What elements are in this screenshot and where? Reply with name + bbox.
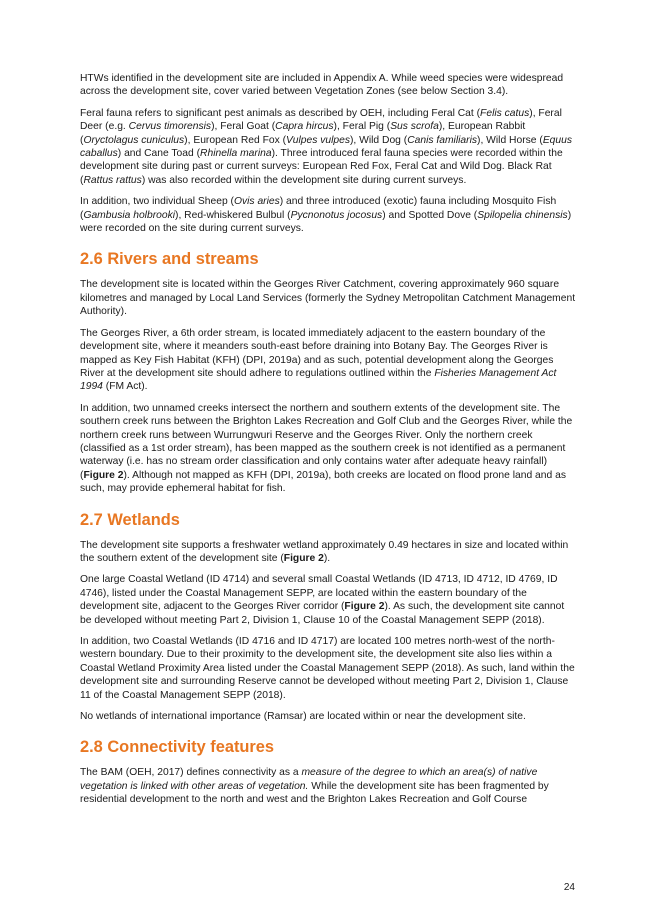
text-run: ), Feral Pig ( [333, 121, 391, 133]
text-run: ), European Rabbit ( [80, 121, 526, 146]
section-heading-connectivity: 2.8 Connectivity features [80, 738, 275, 757]
text-run: ), Feral Goat ( [211, 121, 276, 133]
italic-text: Ovis aries [233, 196, 280, 208]
paragraph [80, 766, 576, 806]
text-run: The BAM (OEH, 2017) defines connectivity as a [80, 767, 302, 779]
page-number: 24 [563, 882, 575, 893]
text-run: ) was also recorded within the development site during current surveys. [141, 174, 467, 186]
text-run: ). As such, the development site cannot be developed without meeting Part 2, Division 1, Clause 10 of the Coastal Management SEPP (2018). [80, 601, 565, 626]
italic-text: Rattus rattus [83, 174, 142, 186]
text-run: ), Feral Deer (e.g. [80, 107, 562, 133]
italic-text: Oryctolagus cuniculus [83, 134, 185, 146]
text-run: ) and Cane Toad ( [117, 148, 201, 160]
text-run: In addition, two individual Sheep ( [80, 196, 234, 208]
italic-text: Spilopelia chinensis [477, 209, 568, 221]
paragraph [80, 327, 576, 394]
text-run: One large Coastal Wetland (ID 4714) and several small Coastal Wetlands (ID 4713, ID 4712, ID 4769, ID 4746), listed under the Coastal Management SEPP, are located within the eastern boundary of the development site, adjacent to the Georges River corridor ( [80, 574, 558, 613]
paragraph [80, 710, 576, 723]
italic-text: measure of the degree to which an area(s) of native vegetation is linked with other areas of vegetation. [80, 767, 538, 792]
italic-text: Vulpes vulpes [286, 134, 350, 146]
text-run: The development site is located within the Georges River Catchment, covering approximately 960 square kilometres and managed by Local Land Services (formerly the Sydney Metropolitan Catchment Management Authority). [80, 279, 576, 318]
text-run: ) and three introduced (exotic) fauna including Mosquito Fish ( [80, 196, 557, 221]
text-run: ), Red-whiskered Bulbul ( [175, 209, 291, 221]
section-heading-rivers: 2.6 Rivers and streams [80, 250, 259, 269]
italic-text: Felis catus [480, 107, 530, 119]
text-run: The Georges River, a 6th order stream, is located immediately adjacent to the eastern boundary of the development site, where it meanders south-east before draining into Botany Bay. The Georges River is mapped as Key Fish Habitat (KFH) (DPI, 2019a) and as such, potential development along the Georges River at the development site should adhere to regulations outlined within the [80, 327, 554, 379]
paragraph [80, 402, 576, 496]
text-run: HTWs identified in the development site are included in Appendix A. While weed species were widespread across the development site, cover varied between Vegetation Zones (see below Section 3.4). [80, 73, 564, 98]
text-run: The development site supports a freshwater wetland approximately 0.49 hectares in size and located within the southern extent of the development site ( [80, 539, 569, 564]
bold-reference: Figure 2 [344, 601, 385, 613]
text-run: ) were recorded on the site during current surveys. [80, 209, 572, 235]
italic-text: Fisheries Management Act 1994 [80, 367, 557, 393]
text-run: While the development site has been fragmented by residential development to the north and west and the Brighton Lakes Recreation and Golf Course [80, 780, 549, 806]
bold-reference: Figure 2 [283, 552, 324, 564]
document-page [80, 72, 576, 815]
paragraph [80, 539, 576, 566]
italic-text: Pycnonotus jocosus [290, 209, 383, 221]
text-run: No wetlands of international importance (Ramsar) are located within or near the development site. [80, 711, 526, 723]
paragraph [80, 573, 576, 627]
italic-text: Equus caballus [80, 134, 573, 160]
italic-text: Capra hircus [275, 121, 334, 133]
paragraph [80, 195, 576, 235]
section-heading-wetlands: 2.7 Wetlands [80, 510, 180, 529]
paragraph [80, 635, 576, 702]
text-run: ). [323, 552, 331, 564]
italic-text: Rhinella marina [200, 148, 272, 160]
paragraph [80, 107, 576, 187]
text-run: ). Three introduced feral fauna species were recorded within the development site during past or current surveys: European Red Fox, Feral Cat and Wild Dog. Black Rat ( [80, 148, 563, 186]
italic-text: Canis familiaris [407, 134, 478, 146]
bold-reference: Figure 2 [83, 469, 124, 481]
text-run: In addition, two unnamed creeks intersect the northern and southern extents of the development site. The southern creek runs between the Brighton Lakes Recreation and Golf Club and the Georges River, while the northern creek runs between Wurrungwuri Reserve and the Georges River. Only the northern creek (classified as a 1st order stream), has been mapped as the southern creek is not identified as a permanent waterway (i.e. has no stream order classification and only contains water after adequate heavy rainfall) ( [80, 402, 573, 481]
text-run: ), Wild Dog ( [349, 134, 408, 146]
text-run: Feral fauna refers to significant pest animals as described by OEH, including Feral Cat ( [80, 107, 481, 119]
paragraph [80, 72, 576, 99]
text-run: ), European Red Fox ( [184, 134, 287, 146]
italic-text: Gambusia holbrooki [83, 209, 176, 221]
italic-text: Cervus timorensis [128, 121, 212, 133]
text-run: ). Although not mapped as KFH (DPI, 2019a), both creeks are located on flood prone land and as such, may provide ephemeral habitat for fish. [80, 469, 566, 495]
italic-text: Sus scrofa [390, 121, 439, 133]
paragraph [80, 278, 576, 318]
text-run: (FM Act). [102, 381, 148, 393]
text-run: ) and Spotted Dove ( [382, 209, 478, 221]
text-run: ), Wild Horse ( [477, 134, 543, 146]
text-run: In addition, two Coastal Wetlands (ID 4716 and ID 4717) are located 100 metres north-west of the north-western boundary. Due to their proximity to the development site, the development site also lies within a Coastal Wetland Proximity Area listed under the Coastal Management SEPP (2018). As such, land within the development site and surrounding Reserve cannot be developed without meeting Part 2, Division 1, Clause 11 of the Coastal Management SEPP (2018). [80, 636, 575, 701]
